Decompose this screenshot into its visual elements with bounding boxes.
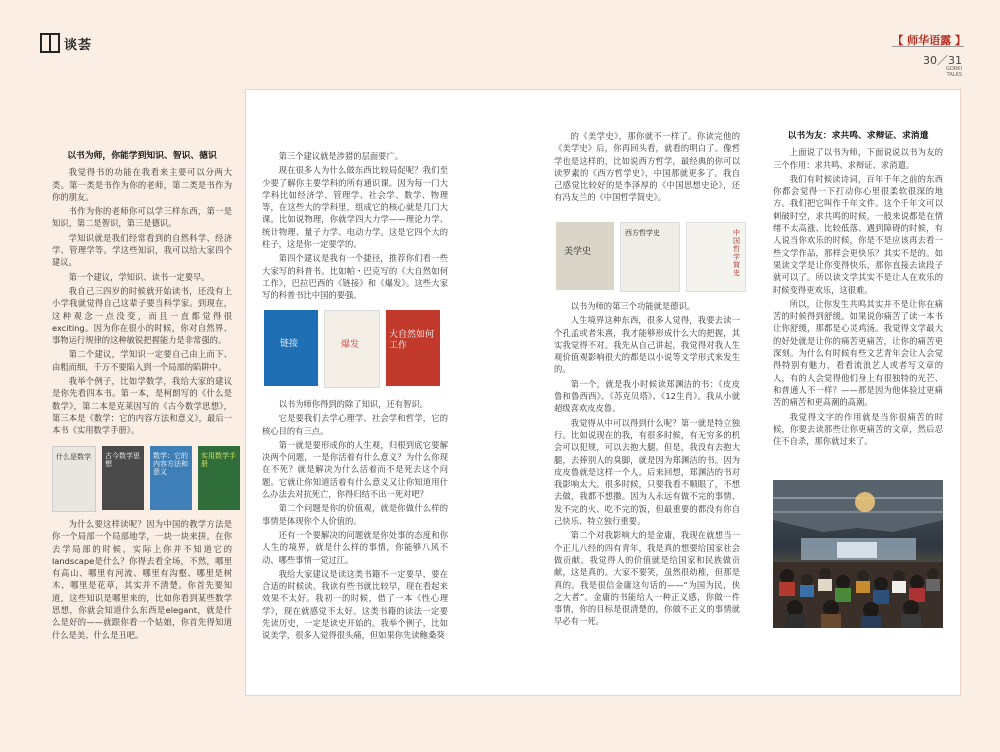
- book-title: 爆发: [341, 340, 360, 350]
- paragraph: 还有一个要解决的问题就是你处事的态度和你人生的境界，就是什么样的事情，你能够八风不动、哪些事情一觉过江。: [262, 529, 448, 565]
- paragraph: 第二个问题是你的价值观，就是你做什么样的事情是体现你个人价值的。: [262, 503, 448, 526]
- book-cover: [556, 222, 614, 290]
- paragraph: 第一个建议，学知识、读书一定要早。: [68, 271, 210, 282]
- paragraph: 我觉得书的功能在我看来主要可以分两大类。第一类是书作为你的老师，第二类是书作为你的朋友。: [52, 167, 232, 202]
- book-title: 实用数学手册: [201, 452, 236, 468]
- paragraph: 第一个，就是我小时候读郑渊洁的书：《皮皮鲁和鲁西西》、《苏克贝塔》、《12生肖》。我从小就超级喜欢皮皮鲁。: [554, 378, 740, 414]
- book-cover: [198, 446, 240, 510]
- page-numbers: 30／31: [923, 54, 962, 67]
- book-title: 链接: [280, 339, 299, 349]
- paragraph: 我给大家建议是读这类书籍不一定要早，要在合适的时候读。我读有些书就比较早，现在看起来效果不太好。我初一的时候，借了一本《性心理学》，现在就感觉不太好。这类书籍的读法一定要先读历史，一定是读史开始的。我举个例子，比如说美学，很多人觉得很头痛，但如果你先读鲍桑葵: [262, 568, 448, 641]
- event-scene: [773, 480, 943, 628]
- book-cover: [264, 310, 318, 386]
- paragraph: 上面说了以书为师，下面说说以书为友的三个作用：求共鸣、求辩证、求消遣。: [773, 147, 943, 170]
- column-3: [554, 130, 740, 206]
- book-cover: [52, 446, 96, 512]
- column-1: [52, 150, 232, 439]
- paragraph: 现在很多人为什么做东西比较局促呢？我们至少要了解你主要学科的所有通识课。因为每一门大学科比如经济学、管理学、社会学、数学、物理等，在这些大的学科里，组成它的核心就是几门大课。比如说物理，你就学四大力学——理论力学、统计物理、量子力学、电动力学。这是它四个大的柱子，这是你一定要学的。: [262, 165, 448, 250]
- book-cover: [686, 222, 746, 292]
- paragraph: 我自己三四岁的时候就开始读书，还没有上小学我就觉得自己这辈子要当科学家。到现在，这种观念一点没变，而且一直都觉得很exciting。因为你在很小的时候，你对自然界、事物运行规律的这种敏锐把握能力是非常强的。: [52, 285, 232, 346]
- header-divider: [892, 46, 964, 47]
- book-title: 西方哲学史: [625, 229, 660, 237]
- paragraph: 所以，让你发生共鸣其实并不是让你在痛苦的时候得到舒缓。如果说你痛苦了读一本书让你舒缓，那都是心灵鸡汤。我觉得文学最大的好处就是让你的痛苦更痛苦，让你的痛苦更深刻。为什么有时候有些文艺青年会让人会觉得特别有魅力，看看流浪艺人或者写文章的人，有的人会觉得他们身上有很独特的光芒、和普通人不一样？——那是因为他体验过更痛苦的痛苦和更高潮的高潮。: [773, 298, 943, 408]
- paragraph: 以书为师你得到的除了知识，还有智识。: [278, 399, 428, 409]
- column-1-continued: [52, 518, 232, 643]
- corner-note: GORKI TALKS: [945, 66, 962, 78]
- paragraph: 第三个建议就是涉猎的层面要广。: [278, 151, 404, 161]
- book-cover: [324, 310, 380, 388]
- section-heading-teacher: 以书为师，你能学到知识、智识、德识: [67, 151, 217, 161]
- paragraph: 第四个建议是我有一个捷径，推荐你们看一些大家写的科普书。比如帕・巴克写的《大自然如何工作》，巴拉巴西的《链接》和《爆发》。这些大家写的科普书比中国的要强。: [262, 253, 448, 301]
- book-cover: [620, 222, 680, 292]
- logo-mark-icon: [40, 33, 60, 53]
- paragraph: 第一就是要形成你的人生观，归根到底它要解决两个问题，一是你活着有什么意义？为什么你现在不死？就是解决为什么活着而不是死去这个问题。它就让你知道活着有什么意义又让你知道用什么办法去对抗死亡，你得归结不出一死对吧？: [262, 439, 448, 500]
- book-cover: [386, 310, 440, 386]
- paragraph: 我觉得文字的作用就是当你很痛苦的时候，你要去读那些让你更痛苦的文章，然后忍住不自杀，那你就过来了。: [773, 411, 943, 447]
- book-cover: [102, 446, 144, 510]
- book-title: 中国哲学简史: [733, 229, 740, 277]
- column-2-continued: [262, 398, 448, 644]
- book-title: 美学史: [564, 247, 592, 257]
- column-2: [262, 150, 448, 304]
- book-title: 数学：它的内容方法和意义: [153, 452, 188, 476]
- section-heading-friend: 以书为友：求共鸣、求辩证、求消遣: [787, 131, 929, 141]
- section-tag: 【 师华语露 】: [892, 34, 966, 47]
- math-book-covers: [52, 446, 240, 512]
- column-4: [773, 130, 943, 449]
- paragraph: 人生境界这种东西，很多人觉得，我要去读一个孔孟或者朱熹，我才能够形成什么大的把握，其实我觉得不对。我先从自己讲起，我觉得对我人生观价值观影响很大的都是以小说等文学形式来发生的。: [554, 315, 740, 375]
- event-audience-photo: [773, 480, 943, 628]
- science-book-covers: [264, 310, 440, 388]
- book-cover: [150, 446, 192, 510]
- paragraph: 我觉得从中可以得到什么呢？第一就是特立独行。比如说现在的我，有很多时候，有无穷多的机会可以犯规，可以去抱大腿。但是，我没有去抱大腿，去捧别人的臭脚，就是因为郑渊洁的书。因为皮皮鲁就是这样一个人。后来回想，郑渊洁的书对我影响太大。很多时候，只要我看不顺眼了，不想去做，我都不想撒。因为人永远有做不完的事情、发不完的火、吃不完的饭，但最重要的都没有你自己快乐、特立独行重要。: [554, 417, 740, 527]
- paragraph: 我举个例子，比如学数学，我给大家的建议是你先看四本书。第一本，是柯朗写的《什么是数学》，第二本是克莱因写的《古今数学思想》，第三本是《数学：它的内容方法和意义》，最后一本书《实用数学手册》。: [52, 376, 232, 436]
- book-title: 什么是数学: [56, 453, 91, 461]
- paragraph: 的《美学史》，那你就不一样了。你读完他的《美学史》后，你再回头看，就看的明白了。像哲学也是这样的，比如说西方哲学，最经典的你可以读罗素的《西方哲学史》，中国那就更多了。我自己感觉比较好的是李泽厚的《中国思想史论》，还有冯友兰的《中国哲学简史》。: [554, 131, 740, 203]
- paragraph: 第二个建议，学知识一定要自己由上而下、由粗而细，千万不要陷入到一个局部的陷阱中。: [52, 349, 232, 372]
- paragraph: 为什么要这样读呢？因为中国的教学方法是你一个局部一个局部地学，一块一块来拼。在你去学局部的时候，实际上你并不知道它的landscape是什么？你得去看全场，不然，哪里有高山、哪里有河流、哪里有沟壑、哪里是树木、哪里是花草，其实并不清楚。你首先要知道，这些知识是哪里来的，比如你看到某些数学思想，你就会知道什么东西是elegant，就是什么是好的——就跟你看一个姑娘，你首先得知道什么是美、什么是丑吧。: [52, 519, 232, 640]
- masthead-title: 谈荟: [64, 37, 93, 53]
- book-title: 大自然如何工作: [389, 330, 435, 351]
- column-3-continued: [554, 300, 740, 630]
- paragraph: 我们有时候读诗词，百年千年之前的东西你都会觉得一下打动你心里很柔软很深的地方。我们把它叫作千年文件。这个千年文可以刺破时空，求共鸣的时候，一般来说都是在情绪不太高涨、比较低落、遇到障碍的时候，有人说当你欢乐的时候，你是不是应该再去看一些文学作品，那样会更快乐？其实不是的。如果读文学是让你变得快乐，那你直接去读段子就可以了。所以读文学其实不是让人在欢乐的时候变得更欢乐，这很难。: [773, 173, 943, 295]
- book-title: 古今数学思想: [105, 452, 140, 468]
- paragraph: 第二个对我影响大的是金庸，我现在就想当一个正儿八经的四有青年，我是真的想要给国家社会做贡献。我觉得人的价值就是给国家和民族做贡献，这是真的。大家不要笑，虽然很幼稚，但那是真的。我是很信金庸这句话的——“为国为民，侠之大者”。金庸的书能给人一种正义感，你做一件事情，你的目标是很清楚的，你做不正义的事情就早必有一死。: [554, 530, 740, 627]
- paragraph: 学知识就是我们经常看到的自然科学、经济学、管理学等。学这些知识，我可以给大家四个建议。: [52, 232, 232, 268]
- paragraph: 书作为你的老师你可以学三样东西，第一是知识，第二是智识，第三是德识。: [52, 206, 232, 229]
- philosophy-book-covers: [556, 222, 746, 292]
- paragraph: 它是要我们去学心理学、社会学和哲学，它的核心目的有三点。: [262, 413, 448, 436]
- masthead: [40, 33, 92, 53]
- paragraph: 以书为师的第三个功能就是德识。: [570, 301, 696, 311]
